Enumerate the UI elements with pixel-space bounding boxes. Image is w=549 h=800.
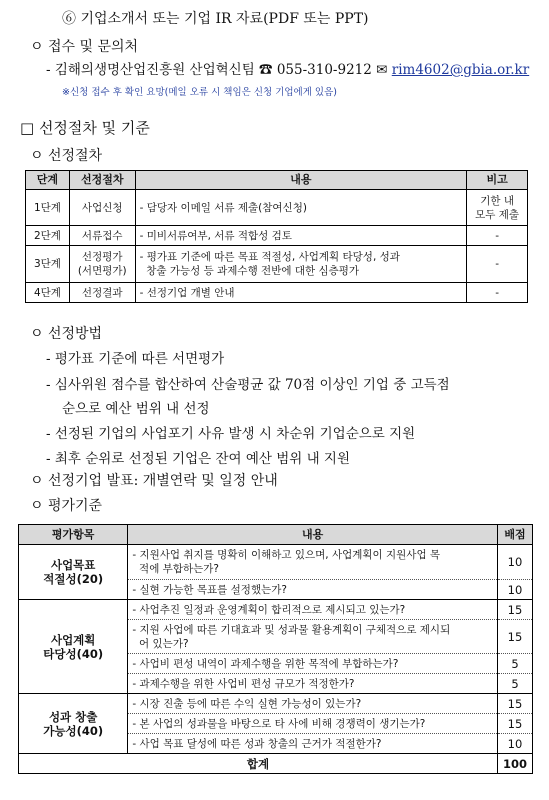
criteria-text: - 사업추진 일정과 운영계획이 합리적으로 제시되고 있는가? — [128, 600, 498, 620]
category-cell: 사업목표 적절성(20) — [19, 545, 128, 600]
content-cell: - 담당자 이메일 서류 제출(참여신청) — [135, 190, 467, 226]
score-cell: 10 — [498, 545, 533, 580]
note-cell: - — [467, 283, 528, 303]
criteria-text: - 과제수행을 위한 사업비 편성 규모가 적정한가? — [128, 674, 498, 694]
step-cell: 3단계 — [26, 246, 70, 283]
content-cell: - 미비서류여부, 서류 적합성 검토 — [135, 226, 467, 246]
score-cell: 5 — [498, 674, 533, 694]
criteria-text: - 사업비 편성 내역이 과제수행을 위한 목적에 부합하는가? — [128, 654, 498, 674]
table-row — [19, 545, 533, 580]
step-cell: 2단계 — [26, 226, 70, 246]
procedure-cell: 선정평가 (서면평가) — [69, 246, 135, 283]
contact-heading: ㅇ 접수 및 문의처 — [30, 39, 139, 55]
procedure-heading: ㅇ 선정절차 — [30, 148, 103, 164]
score-cell: 15 — [498, 620, 533, 654]
procedure-cell: 서류접수 — [69, 226, 135, 246]
contact-line — [46, 58, 529, 78]
note-cell: - — [467, 246, 528, 283]
criteria-table-header — [19, 525, 533, 545]
header-score: 배점 — [498, 525, 533, 545]
method-line-2-cont: 순으로 예산 범위 내 선정 — [62, 401, 210, 417]
procedure-cell: 사업신청 — [69, 190, 135, 226]
criteria-text: - 지원 사업에 따른 기대효과 및 성과물 활용계획이 구체적으로 제시되 어 있는가? — [128, 620, 498, 654]
total-score: 100 — [498, 754, 533, 774]
score-cell: 15 — [498, 694, 533, 714]
method-line-3: - 선정된 기업의 사업포기 사유 발생 시 차순위 기업순으로 지원 — [46, 426, 416, 442]
criteria-text: - 시장 진출 등에 따른 수익 실현 가능성이 있는가? — [128, 694, 498, 714]
criteria-text: - 본 사업의 성과물을 바탕으로 타 사에 비해 경쟁력이 생기는가? — [128, 714, 498, 734]
method-heading: ㅇ 선정방법 — [30, 326, 103, 342]
criteria-table — [18, 524, 533, 774]
table-row — [26, 246, 528, 283]
header-content: 내용 — [128, 525, 498, 545]
step-cell: 1단계 — [26, 190, 70, 226]
table-row — [26, 283, 528, 303]
criteria-heading: ㅇ 평가기준 — [30, 498, 103, 514]
announce-line: ㅇ 선정기업 발표: 개별연락 및 일정 안내 — [30, 473, 278, 489]
procedure-table-header — [26, 171, 528, 190]
procedure-cell: 선정결과 — [69, 283, 135, 303]
method-line-4: - 최후 순위로 선정된 기업은 잔여 예산 범위 내 지원 — [46, 451, 351, 467]
criteria-text: - 지원사업 취지를 명확히 이해하고 있으며, 사업계획이 지원사업 목 적에 부합하는가? — [128, 545, 498, 580]
note-cell: - — [467, 226, 528, 246]
contact-prefix: - 김해의생명산업진흥원 산업혁신팀 ☎ 055-310-9212 ✉ — [46, 62, 388, 78]
table-row — [19, 694, 533, 714]
score-cell: 15 — [498, 600, 533, 620]
section-heading: □ 선정절차 및 기준 — [20, 119, 150, 137]
header-content: 내용 — [135, 171, 467, 190]
method-line-1: - 평가표 기준에 따른 서면평가 — [46, 351, 225, 367]
criteria-text: - 실현 가능한 목표를 설정했는가? — [128, 580, 498, 600]
table-row — [26, 190, 528, 226]
procedure-table — [25, 170, 528, 303]
contact-note: ※신청 접수 후 확인 요망(메일 오류 시 책임은 신청 기업에게 있음) — [62, 87, 337, 98]
header-step: 단계 — [26, 171, 70, 190]
contact-email-link[interactable]: rim4602@gbia.or.kr — [391, 62, 530, 78]
note-cell: 기한 내 모두 제출 — [467, 190, 528, 226]
score-cell: 5 — [498, 654, 533, 674]
criteria-text: - 사업 목표 달성에 따른 성과 창출의 근거가 적절한가? — [128, 734, 498, 754]
category-cell: 사업계획 타당성(40) — [19, 600, 128, 694]
total-label: 합계 — [19, 754, 498, 774]
header-note: 비고 — [467, 171, 528, 190]
table-row — [19, 600, 533, 620]
step-cell: 4단계 — [26, 283, 70, 303]
content-cell: - 선정기업 개별 안내 — [135, 283, 467, 303]
item-6-text: ⑥ 기업소개서 또는 기업 IR 자료(PDF 또는 PPT) — [62, 11, 369, 27]
header-category: 평가항목 — [19, 525, 128, 545]
table-row — [26, 226, 528, 246]
method-line-2: - 심사위원 점수를 합산하여 산술평균 값 70점 이상인 기업 중 고득점 — [46, 377, 450, 393]
category-cell: 성과 창출 가능성(40) — [19, 694, 128, 754]
score-cell: 15 — [498, 714, 533, 734]
score-cell: 10 — [498, 580, 533, 600]
score-cell: 10 — [498, 734, 533, 754]
header-procedure: 선정절차 — [69, 171, 135, 190]
total-row — [19, 754, 533, 774]
content-cell: - 평가표 기준에 따른 목표 적절성, 사업계획 타당성, 성과 창출 가능성 등 과제수행 전반에 대한 심층평가 — [135, 246, 467, 283]
